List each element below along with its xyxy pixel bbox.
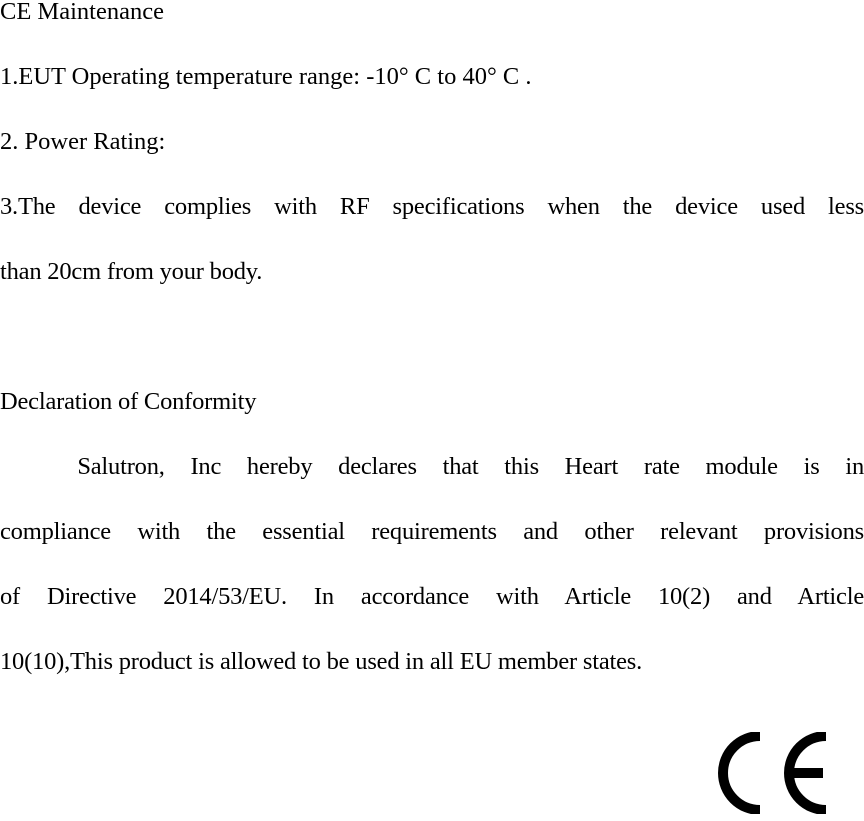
declaration-line-4: 10(10),This product is allowed to be used in all EU member states. [0,648,643,675]
declaration-line-3: of Directive 2014/53/EU. In accordance with Article 10(2) and Article [0,583,864,610]
ce-mark-icon [714,732,828,814]
item-rf-specifications: 3.The device complies with RF specifications when the device used less [0,193,864,220]
item-power-rating: 2. Power Rating: [0,128,166,155]
section-title-ce-maintenance: CE Maintenance [0,0,164,25]
section-title-declaration: Declaration of Conformity [0,388,257,415]
item-operating-temperature: 1.EUT Operating temperature range: -10° C to 40° C . [0,63,532,90]
declaration-line-1: Salutron, Inc hereby declares that this Heart rate module is in [0,453,864,480]
item-rf-specifications-cont: than 20cm from your body. [0,258,263,285]
declaration-line-2: compliance with the essential requirements and other relevant provisions [0,518,864,545]
